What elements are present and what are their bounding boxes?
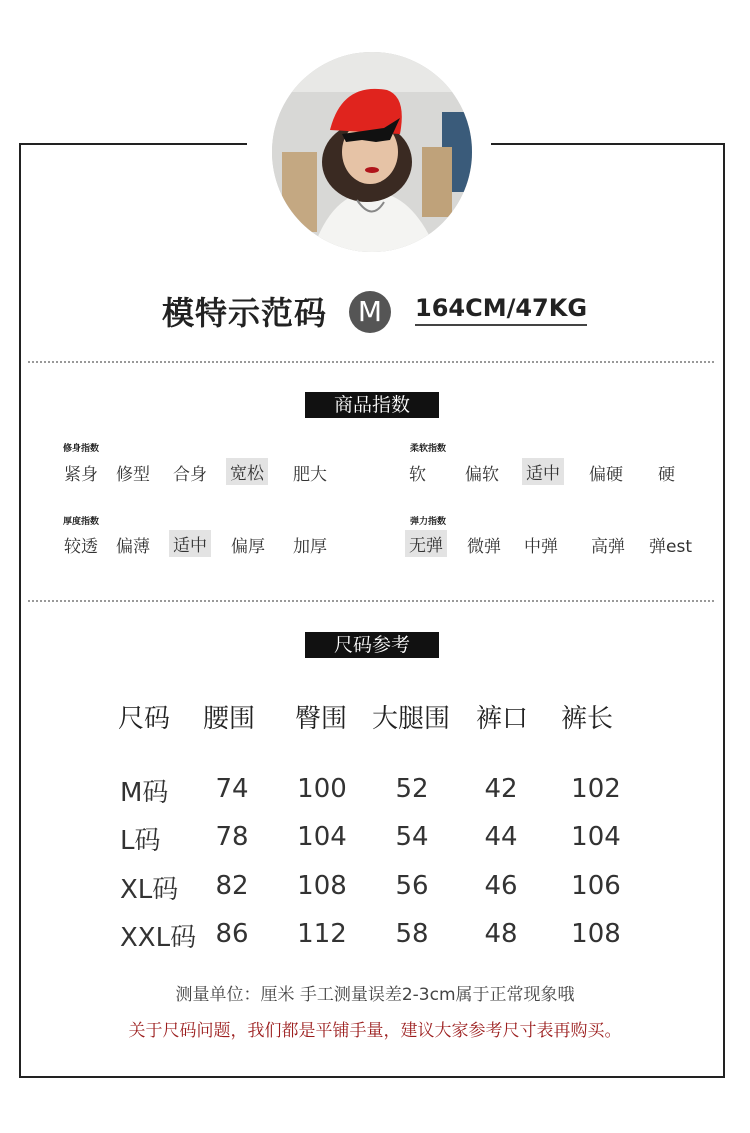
- thigh-cell: 52: [395, 774, 429, 804]
- waist-cell: 82: [215, 871, 249, 901]
- fit-option: 合身: [173, 465, 207, 485]
- elasticity-option: 微弹: [467, 537, 501, 557]
- divider-dotted: [28, 600, 714, 602]
- hip-header: 臀围: [295, 704, 348, 734]
- frame-border-top-left: [19, 143, 247, 145]
- waist-cell: 86: [215, 919, 249, 949]
- thigh-cell: 58: [395, 919, 429, 949]
- softness-option: 偏软: [465, 465, 499, 485]
- fit-index-title: 修身指数: [63, 444, 100, 454]
- size-cell: L码: [120, 826, 161, 856]
- frame-border-right: [723, 143, 725, 1078]
- hip-cell: 112: [297, 919, 347, 949]
- thickness-index-title: 厚度指数: [63, 517, 100, 527]
- size-cell: XXL码: [120, 923, 197, 953]
- frame-border-left: [19, 143, 21, 1078]
- size-cell: M码: [120, 778, 169, 808]
- length-cell: 104: [571, 822, 621, 852]
- waist-header: 腰围: [203, 704, 256, 734]
- thigh-cell: 56: [395, 871, 429, 901]
- thickness-option-selected: 适中: [169, 530, 211, 557]
- softness-option: 软: [409, 465, 426, 485]
- divider-dotted: [28, 361, 714, 363]
- length-cell: 108: [571, 919, 621, 949]
- softness-option: 偏硬: [589, 465, 623, 485]
- softness-option: 硬: [658, 465, 675, 485]
- hem-cell: 42: [484, 774, 518, 804]
- product-index-label: 商品指数: [305, 392, 439, 418]
- size-header: 尺码: [118, 704, 171, 734]
- hip-cell: 104: [297, 822, 347, 852]
- softness-option-selected: 适中: [522, 458, 564, 485]
- hip-cell: 100: [297, 774, 347, 804]
- fit-option: 肥大: [293, 465, 327, 485]
- fit-option-selected: 宽松: [226, 458, 268, 485]
- fit-option: 紧身: [64, 465, 98, 485]
- size-reference-label: 尺码参考: [305, 632, 439, 658]
- elasticity-index-title: 弹力指数: [410, 517, 447, 527]
- size-cell: XL码: [120, 875, 179, 905]
- sizing-disclaimer: 关于尺码问题，我们都是平铺手量，建议大家参考尺寸表再购买。: [128, 1021, 622, 1041]
- hem-header: 裤口: [476, 704, 529, 734]
- length-cell: 102: [571, 774, 621, 804]
- thickness-option: 偏厚: [231, 537, 265, 557]
- model-avatar: [272, 52, 472, 252]
- frame-border-bottom: [19, 1076, 725, 1078]
- model-size-badge: M: [349, 291, 391, 333]
- length-cell: 106: [571, 871, 621, 901]
- waist-cell: 78: [215, 822, 249, 852]
- elasticity-option: 中弹: [524, 537, 558, 557]
- fit-option: 修型: [116, 465, 150, 485]
- thickness-option: 加厚: [293, 537, 327, 557]
- hem-cell: 44: [484, 822, 518, 852]
- hem-cell: 48: [484, 919, 518, 949]
- model-size-title: 模特示范码: [162, 294, 328, 332]
- thigh-header: 大腿围: [372, 704, 451, 734]
- model-measurements: 164CM/47KG: [415, 294, 587, 326]
- thickness-option: 较透: [64, 537, 98, 557]
- measurement-unit-note: 测量单位：厘米 手工测量误差2-3cm属于正常现象哦: [175, 985, 575, 1005]
- thigh-cell: 54: [395, 822, 429, 852]
- hip-cell: 108: [297, 871, 347, 901]
- thickness-option: 偏薄: [116, 537, 150, 557]
- hem-cell: 46: [484, 871, 518, 901]
- model-photo-illustration: [272, 52, 472, 252]
- softness-index-title: 柔软指数: [410, 444, 447, 454]
- elasticity-option-selected: 无弹: [405, 530, 447, 557]
- frame-border-top-right: [491, 143, 725, 145]
- elasticity-option: 高弹: [591, 537, 625, 557]
- elasticity-option: 弹est: [649, 537, 692, 557]
- waist-cell: 74: [215, 774, 249, 804]
- length-header: 裤长: [561, 704, 614, 734]
